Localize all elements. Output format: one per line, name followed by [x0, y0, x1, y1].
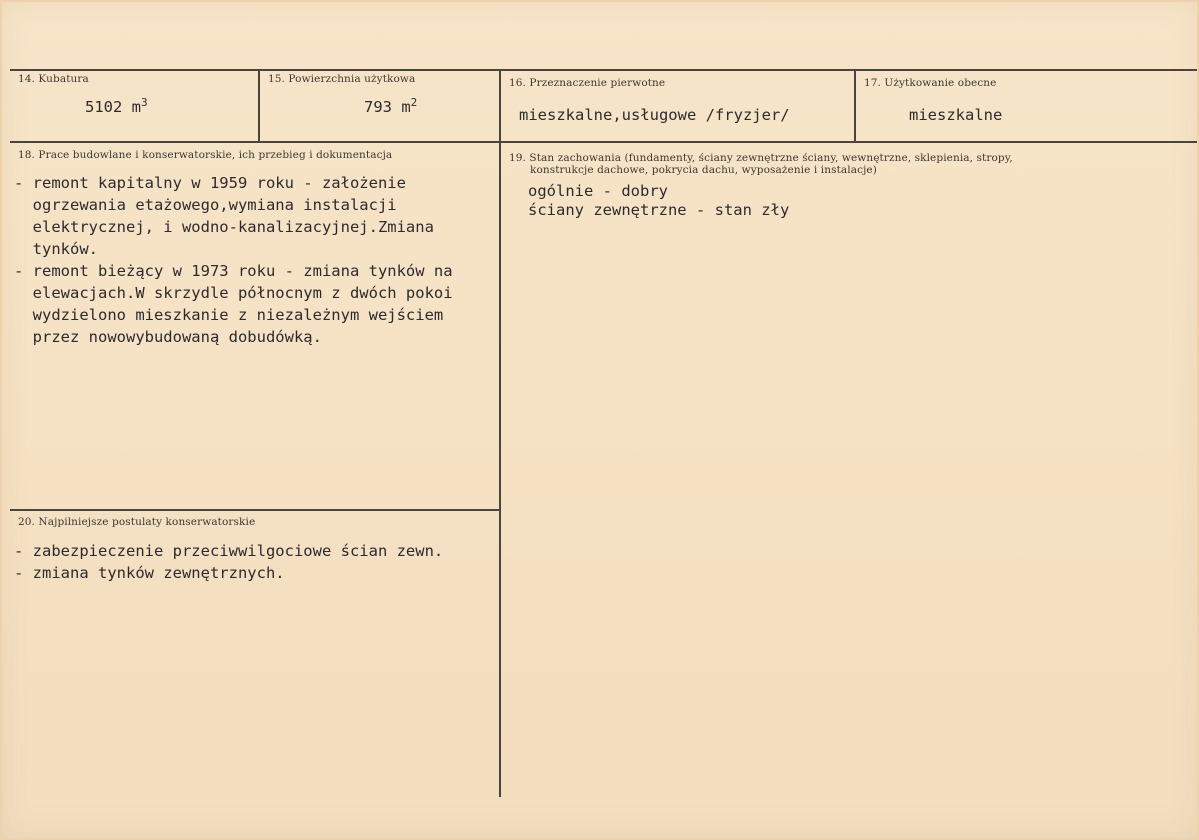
field-14-unit-exponent: 3: [141, 96, 148, 109]
field-20-line: - zmiana tynków zewnętrznych.: [14, 564, 285, 582]
field-18-line: - remont bieżący w 1973 roku - zmiana tynków na: [14, 262, 453, 280]
field-20-label: 20. Najpilniejsze postulaty konserwatorskie: [18, 516, 256, 528]
divider-16-17: [854, 69, 856, 143]
field-14-number: 5102 m: [85, 98, 141, 116]
field-16-value: mieszkalne,usługowe /fryzjer/: [519, 106, 790, 124]
field-18-label: 18. Prace budowlane i konserwatorskie, ich przebieg i dokumentacja: [18, 149, 393, 161]
field-18-line: - remont kapitalny w 1959 roku - założenie: [14, 174, 406, 192]
field-19-line: ogólnie - dobry: [528, 182, 668, 200]
field-15-number: 793 m: [364, 98, 411, 116]
row1-bottom-rule: [10, 141, 1197, 143]
top-rule: [10, 69, 1197, 71]
field-19-label-line2: konstrukcje dachowe, pokrycia dachu, wyposażenie i instalacje): [530, 164, 877, 176]
field-19-label-line1: 19. Stan zachowania (fundamenty, ściany zewnętrzne ściany, wewnętrzne, sklepienia, stropy,: [509, 152, 1013, 164]
field-18-text: [14, 172, 453, 348]
field-14-value: [85, 98, 148, 116]
field-20-line: - zabezpieczenie przeciwwilgociowe ścian zewn.: [14, 542, 444, 560]
field-18-line: wydzielono mieszkanie z niezależnym wejściem: [14, 306, 444, 324]
field-17-value: mieszkalne: [909, 106, 1003, 124]
divider-14-15: [258, 69, 260, 143]
field-18-line: elewacjach.W skrzydle północnym z dwóch pokoi: [14, 284, 453, 302]
field-20-text: [14, 540, 443, 584]
field-18-line: przez nowowybudowaną dobudówką.: [14, 328, 322, 346]
section20-top-rule: [10, 509, 501, 511]
field-19-text: [528, 182, 789, 220]
field-16-label: 16. Przeznaczenie pierwotne: [509, 77, 666, 89]
field-18-line: tynków.: [14, 240, 98, 258]
field-15-unit-exponent: 2: [410, 96, 418, 109]
field-15-value: [364, 98, 417, 116]
field-14-label: 14. Kubatura: [18, 73, 89, 85]
field-15-label: 15. Powierzchnia użytkowa: [268, 73, 416, 85]
field-19-line: ściany zewnętrzne - stan zły: [528, 201, 790, 219]
field-18-line: ogrzewania etażowego,wymiana instalacji: [14, 196, 397, 214]
field-18-line: elektrycznej, i wodno-kanalizacyjnej.Zmiana: [14, 218, 434, 236]
divider-15-16: [499, 69, 501, 797]
field-17-label: 17. Użytkowanie obecne: [864, 77, 997, 89]
